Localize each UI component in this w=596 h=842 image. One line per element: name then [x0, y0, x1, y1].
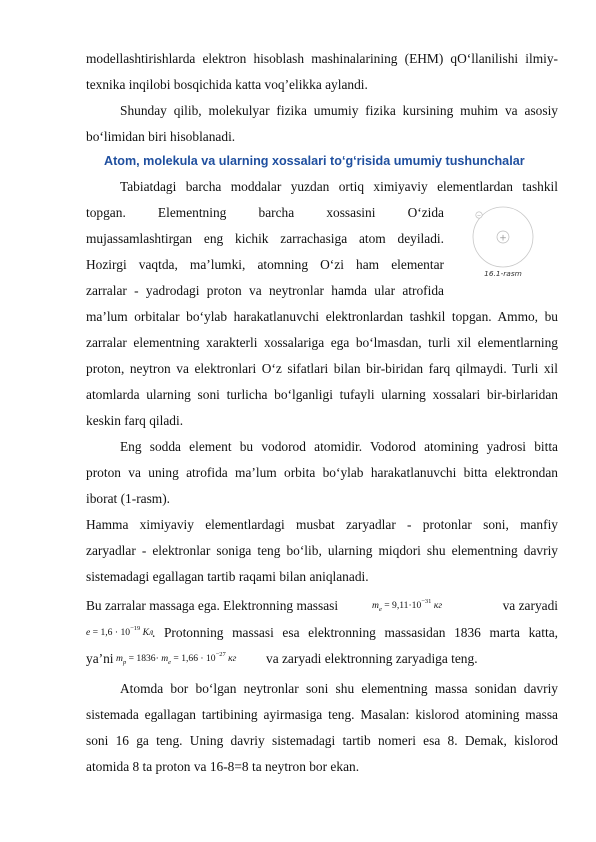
paragraph-line: Hamma ximiyaviy elementlardagi musbat zaryadlar - protonlar soni, manfiy [86, 517, 558, 532]
paragraph-line: ma’lum orbitalar bo‘ylab harakatlanuvchi elektronlardan tashkil topgan. Ammo, bu [86, 309, 558, 324]
line-text: ya’ni [86, 651, 114, 666]
formula-exponent: −31 [421, 598, 432, 605]
line-text: va zaryadi [502, 598, 558, 613]
paragraph-line: Hozirgi vaqtda, ma’lumki, atomning O‘zi ham elementar [86, 257, 444, 272]
nucleus-symbol: + [499, 233, 507, 244]
paragraph-line: Shunday qilib, molekulyar fizika umumiy fizika kursining muhim va asosiy [120, 103, 558, 118]
paragraph-line: proton va uning atrofida ma’lum orbita bo‘ylab harakatlanuvchi bitta elektrondan [86, 465, 558, 480]
paragraph-line-with-formula [86, 596, 558, 616]
paragraph-line: modellashtirishlarda elektron hisoblash mashinalarining (EHM) qO‘llanilishi ilmiy- [86, 51, 558, 66]
paragraph-line: zarralar elementning xarakterli xossalariga ega bo‘lmasdan, turli xil elementlarning [86, 335, 558, 350]
paragraph-line: atomlarda ularning soni turlicha bo‘lganligi tufayli ularning xossalari bir-birlaridan [86, 387, 558, 402]
formula-value: = 1836· [126, 653, 162, 664]
formula-exponent: −19 [130, 625, 141, 632]
paragraph-line: sistemada egallagan tartibining ayirmasiga teng. Masalan: kislorod atomining massa [86, 707, 558, 722]
line-text: va zaryadi elektronning zaryadiga teng. [266, 651, 478, 666]
formula-subscript: e [378, 606, 382, 613]
formula-exponent: −27 [215, 651, 226, 658]
formula-symbol: m [161, 653, 169, 664]
paragraph-line: Atomda bor bo‘lgan neytronlar soni shu elementning massa sonidan davriy [120, 681, 558, 696]
electron-symbol: − [476, 213, 482, 219]
hydrogen-atom-figure [448, 203, 558, 288]
formula-value: = 9,11·10 [381, 600, 422, 611]
paragraph-line: mujassamlashtirgan eng kichik zarrachasiga atom deyiladi. [86, 231, 444, 246]
paragraph-line: soni 16 ga teng. Uning davriy sistemadagi tartib nomeri esa 8. Demak, kislorod [86, 733, 558, 748]
paragraph-line: topgan. Elementning barcha xossasini O‘zida [86, 205, 444, 220]
formula-unit: Кл [140, 627, 154, 638]
paragraph-line: atomida 8 ta proton va 16-8=8 ta neytron bor ekan. [86, 759, 360, 774]
formula-value: = 1,66 · 10 [171, 653, 216, 664]
atom-diagram [448, 203, 558, 273]
formula-value: = 1,6 · 10 [90, 627, 131, 638]
paragraph-line: sistemadagi egallagan tartib raqami bilan aniqlanadi. [86, 569, 369, 584]
paragraph-line: keskin farq qiladi. [86, 413, 184, 428]
electron-mass-formula [372, 592, 442, 620]
formula-symbol: m [116, 653, 123, 664]
figure-caption: 16.1-rasm [484, 269, 522, 278]
formula-symbol: m [372, 600, 379, 611]
paragraph-line-with-formula [86, 623, 558, 643]
formula-subscript: e [168, 659, 172, 666]
line-text: Bu zarralar massaga ega. Elektronning massasi [86, 598, 339, 613]
paragraph-line: iborat (1-rasm). [86, 491, 171, 506]
proton-mass-formula [116, 645, 236, 673]
line-text: . Protonning massasi esa elektronning massasidan 1836 marta katta, [152, 625, 558, 640]
formula-unit: кг [431, 600, 443, 611]
paragraph-line: zarralar - yadrodagi proton va neytronlar hamda ular atrofida [86, 283, 444, 298]
paragraph-line: texnika inqilobi bosqichida katta voq’elikka aylandi. [86, 77, 368, 92]
paragraph-line: bo‘limidan biri hisoblanadi. [86, 129, 236, 144]
paragraph-line: Tabiatdagi barcha moddalar yuzdan ortiq ximiyaviy elementlardan tashkil [120, 179, 558, 194]
formula-unit: кг [225, 653, 237, 664]
formula-symbol: e [86, 627, 91, 638]
section-heading: Atom, molekula va ularning xossalari to‘g‘risida umumiy tushunchalar [104, 154, 525, 168]
paragraph-line: proton, neytron va elektronlari O‘z sifatlari bilan bir-biridan farq qilmaydi. Turli xil [86, 361, 558, 376]
electron-charge-formula [86, 619, 153, 643]
paragraph-line: zaryadlar - elektronlar soniga teng bo‘lib, ularning miqdori shu elementning davriy [86, 543, 558, 558]
formula-subscript: p [122, 659, 127, 666]
paragraph-line: Eng sodda element bu vodorod atomidir. Vodorod atomining yadrosi bitta [120, 439, 558, 454]
paragraph-line-with-formula [86, 649, 558, 669]
